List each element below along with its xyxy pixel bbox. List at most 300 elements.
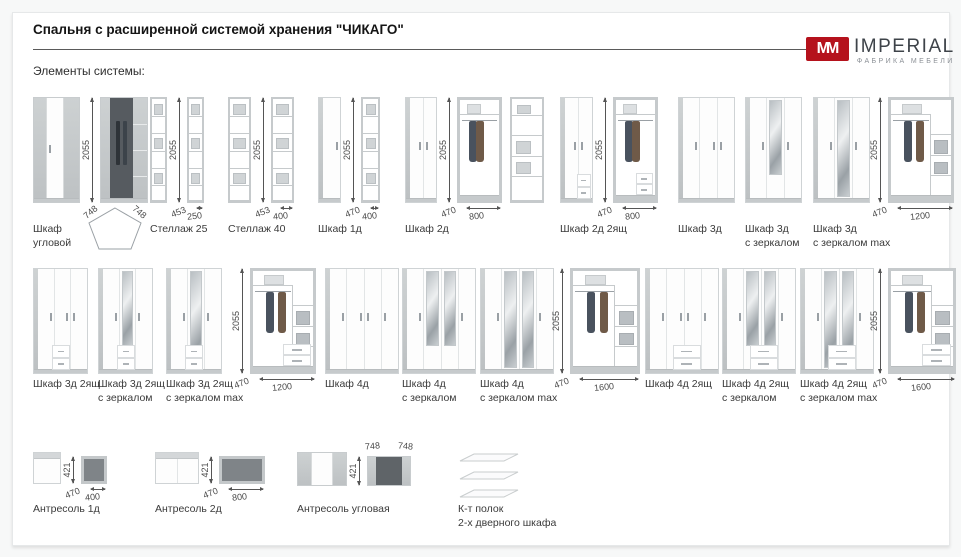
door-panel xyxy=(717,98,734,202)
shkaf-3d-open xyxy=(869,97,954,223)
dimension-arrow xyxy=(242,269,243,373)
drawer xyxy=(922,344,951,355)
height-dimension xyxy=(869,269,885,373)
drawer-front xyxy=(828,345,856,370)
wardrobe-open-view xyxy=(613,97,658,203)
mirror-panel xyxy=(122,271,134,346)
door-panels xyxy=(34,459,60,483)
coat-silhouette xyxy=(123,121,127,165)
view-holder xyxy=(594,97,658,222)
item-label-line: Антресоль 1д xyxy=(33,503,100,515)
shelf-line xyxy=(152,185,165,186)
shelf-column xyxy=(930,114,951,196)
plinth xyxy=(616,195,655,199)
wardrobe-front-view xyxy=(405,97,437,203)
door-panels xyxy=(330,269,398,373)
item-views xyxy=(869,97,954,223)
shelf-line xyxy=(512,135,542,136)
shelf-item xyxy=(934,140,948,153)
view-holder xyxy=(869,97,954,223)
imperial-logo-name: IMPERIAL xyxy=(854,36,955,57)
storage-box xyxy=(902,104,922,114)
shelf-item xyxy=(276,138,288,149)
shelf-item xyxy=(191,138,200,149)
shelf-item xyxy=(154,138,163,149)
shelf-line xyxy=(512,156,542,157)
item-views xyxy=(98,268,153,374)
shelf-item xyxy=(296,311,310,324)
height-dimension xyxy=(551,269,567,373)
depth-dimension: 470 xyxy=(63,485,82,501)
item-label-line: К-т полок xyxy=(458,503,504,515)
shelf-line xyxy=(230,185,249,186)
shelf-line xyxy=(273,133,292,134)
wardrobe-front-view xyxy=(813,97,870,203)
plinth xyxy=(481,369,553,373)
shkaf-1d xyxy=(318,97,380,235)
title-rule xyxy=(33,49,809,50)
antresol-open-view xyxy=(219,456,265,484)
item-label-line: Шкаф 3д 2ящ xyxy=(166,378,233,390)
plinth xyxy=(326,369,398,373)
depth-dimension: 470 xyxy=(870,375,889,391)
storage-box xyxy=(902,275,923,285)
coat-silhouette xyxy=(600,292,608,334)
shelf-line xyxy=(230,151,249,152)
door-handle xyxy=(781,313,783,321)
shelf-line xyxy=(931,175,951,176)
item-label-line: Шкаф 4д xyxy=(480,378,524,390)
door-panel xyxy=(311,453,333,485)
coat-silhouette xyxy=(476,121,484,163)
view-holder xyxy=(318,97,341,203)
item-views xyxy=(231,268,316,394)
section-subtitle: Элементы системы: xyxy=(33,64,145,78)
shelf-line xyxy=(152,151,165,152)
view-holder xyxy=(228,97,251,203)
item-label xyxy=(405,222,449,236)
wardrobe-front-view xyxy=(722,268,796,374)
item-views xyxy=(325,268,399,374)
door-handle xyxy=(50,313,52,321)
door-handle xyxy=(713,142,715,150)
shelf-line xyxy=(615,305,637,306)
item-label xyxy=(325,377,369,391)
item-label-line: Шкаф 3д 2ящ xyxy=(98,378,165,390)
door-handle xyxy=(720,142,722,150)
shelf-rack-view xyxy=(228,97,251,203)
depth-dimension: 470 xyxy=(201,485,220,501)
antresol-1d xyxy=(33,452,107,515)
item-label-line: Шкаф 3д xyxy=(813,223,857,235)
door-handle xyxy=(855,142,857,150)
antresol-2d xyxy=(155,452,265,515)
shelf-line xyxy=(189,151,202,152)
shelf-rack-view xyxy=(187,97,204,203)
coat-silhouette xyxy=(625,121,633,163)
width-dimension: 400 xyxy=(84,491,101,503)
shkaf-4d-zerkalo xyxy=(402,268,476,404)
mirror-panel xyxy=(504,271,516,368)
wardrobe-front-view xyxy=(166,268,222,374)
door-panel xyxy=(458,269,475,373)
dimension-arrow xyxy=(623,208,656,209)
dimension-arrow xyxy=(562,269,563,373)
carcass-side xyxy=(368,457,376,485)
shelf-line xyxy=(363,116,378,117)
drawer xyxy=(636,173,654,184)
view-holder xyxy=(297,452,347,486)
plinth xyxy=(891,195,951,199)
dimension-arrow xyxy=(449,98,450,202)
item-views xyxy=(150,97,204,222)
wardrobe-open-view xyxy=(250,268,316,374)
shelf-line xyxy=(363,133,378,134)
dimension-arrow xyxy=(73,457,74,483)
view-holder xyxy=(551,268,640,394)
dimension-value: 421 xyxy=(200,462,210,478)
shelf-line xyxy=(133,124,147,125)
view-holder xyxy=(33,452,61,484)
width-dimension: 800 xyxy=(231,491,248,503)
door-handle xyxy=(49,145,51,153)
item-label xyxy=(166,377,243,405)
plinth xyxy=(319,198,340,202)
coat-silhouette xyxy=(266,292,274,334)
door-handle xyxy=(336,142,338,150)
shelf-line xyxy=(189,133,202,134)
view-holder xyxy=(155,452,199,484)
door-handle xyxy=(419,142,421,150)
bottom-dimensions xyxy=(234,374,318,394)
door-handle xyxy=(419,313,421,321)
mirror-panel xyxy=(746,271,758,346)
dimension-arrow xyxy=(605,98,606,202)
depth-dimension: 453 xyxy=(169,204,188,220)
view-holder xyxy=(438,97,502,222)
width-dimension: 748 xyxy=(365,440,381,452)
height-dimension xyxy=(594,98,610,202)
shelf-item xyxy=(366,138,376,149)
dimension-arrow xyxy=(371,208,378,209)
mirror-panel xyxy=(764,271,776,346)
shkaf-3d-2yasch-open xyxy=(231,268,316,394)
imperial-logo xyxy=(806,37,955,65)
dimension-arrow xyxy=(467,208,500,209)
imperial-logo-text xyxy=(854,37,955,65)
shelf-line xyxy=(932,326,953,327)
open-drawers xyxy=(922,344,951,366)
door-panel xyxy=(650,269,666,373)
bottom-dimensions xyxy=(65,484,109,504)
dimension-arrow xyxy=(260,379,314,380)
door-panel xyxy=(834,98,851,202)
dimension-arrow xyxy=(880,98,881,202)
view-holder xyxy=(645,268,719,374)
item-label-line: Шкаф 2д xyxy=(405,223,449,235)
shelf-line xyxy=(152,133,165,134)
bottom-dimensions xyxy=(255,203,296,223)
plinth xyxy=(460,195,499,199)
shelf-item xyxy=(516,162,532,174)
height-dimension xyxy=(869,98,885,202)
door-handle xyxy=(367,313,369,321)
door-handle xyxy=(461,313,463,321)
shelf-line xyxy=(293,305,313,306)
shelf-line xyxy=(230,133,249,134)
wardrobe-front-view xyxy=(402,268,476,374)
shelf-line xyxy=(152,168,165,169)
door-handle xyxy=(539,313,541,321)
drawer-front xyxy=(117,345,135,370)
shelf-item xyxy=(516,141,532,153)
item-label-line: Шкаф 4д 2ящ xyxy=(645,378,712,390)
carcass-side xyxy=(64,98,79,202)
drawer xyxy=(750,345,778,357)
bottom-dimensions xyxy=(554,374,642,394)
door-handle xyxy=(704,313,706,321)
mirror-panel xyxy=(837,100,849,197)
wardrobe-open-view xyxy=(888,97,954,203)
corner-antresol-front-view xyxy=(297,452,347,486)
item-views xyxy=(33,268,88,374)
dimension-arrow xyxy=(353,98,354,202)
shelf-item xyxy=(934,162,948,175)
door-handle xyxy=(360,313,362,321)
wardrobe-front-view xyxy=(678,97,735,203)
carcass-side xyxy=(402,457,410,485)
item-label-line: с зеркалом xyxy=(402,392,457,404)
door-handle xyxy=(739,313,741,321)
shelf-line xyxy=(230,116,249,117)
view-holder xyxy=(510,97,544,203)
view-holder xyxy=(325,268,399,374)
shelf-line xyxy=(512,115,542,116)
door-handle xyxy=(138,313,140,321)
view-holder xyxy=(745,97,802,203)
shelf-rack-view xyxy=(150,97,167,203)
shelf-item xyxy=(517,105,531,114)
item-label-line: Шкаф 3д xyxy=(678,223,722,235)
width-dimension: 748 xyxy=(81,203,100,221)
door-panels xyxy=(750,98,801,202)
door-handle xyxy=(342,313,344,321)
dimension-value: 2055 xyxy=(231,310,241,332)
shelf-item xyxy=(619,311,634,324)
depth-dimension: 453 xyxy=(253,204,272,220)
shelf-item xyxy=(233,173,245,184)
view-holder xyxy=(200,456,265,503)
width-dimension: 1200 xyxy=(909,209,931,223)
shkaf-3d xyxy=(678,97,735,235)
plinth xyxy=(679,198,734,202)
page-title: Спальня с расширенной системой хранения "ЧИКАГО" xyxy=(33,22,404,37)
depth-dimension: 470 xyxy=(343,204,362,220)
shelf-item xyxy=(154,173,163,184)
dimension-value: 2055 xyxy=(869,310,879,332)
depth-dimension: 470 xyxy=(439,204,458,220)
coat-silhouette xyxy=(904,121,912,163)
item-label-line: 2-х дверного шкафа xyxy=(458,517,557,529)
door-panel xyxy=(750,98,766,202)
shelf-item xyxy=(191,173,200,184)
dimension-arrow xyxy=(281,208,292,209)
shkaf-uglovoy xyxy=(33,97,149,249)
height-dimension xyxy=(231,269,247,373)
item-label xyxy=(560,222,627,236)
height-dimension xyxy=(168,98,184,202)
item-label-line: Шкаф 4д xyxy=(402,378,446,390)
item-label xyxy=(458,502,556,530)
item-label-line: Антресоль угловая xyxy=(297,503,390,515)
item-label-line: Шкаф 1д xyxy=(318,223,362,235)
shelf-line xyxy=(615,346,637,347)
drawer xyxy=(185,358,203,370)
door-panels xyxy=(683,98,734,202)
wardrobe-open-view xyxy=(457,97,502,203)
drawer-front xyxy=(750,345,778,370)
top-shelf xyxy=(460,114,499,115)
door-handle xyxy=(695,142,697,150)
door-panel xyxy=(519,269,536,373)
view-holder xyxy=(813,97,870,203)
drawer-front xyxy=(185,345,203,370)
door-panel xyxy=(70,269,87,373)
storage-box xyxy=(264,275,284,285)
item-label-line: Шкаф 3д 2ящ xyxy=(33,378,100,390)
door-panel xyxy=(135,269,152,373)
footprint-diagram xyxy=(81,203,149,251)
door-handle xyxy=(581,142,583,150)
door-handle xyxy=(817,313,819,321)
shkaf-4d-2yasch xyxy=(645,268,719,390)
door-handle xyxy=(662,313,664,321)
corner-antresol-open-view xyxy=(367,456,411,486)
item-views xyxy=(551,268,640,394)
dimension-arrow xyxy=(263,98,264,202)
view-holder xyxy=(98,268,153,374)
shkaf-4d-2yasch-zerkalo-max xyxy=(800,268,878,404)
view-holder xyxy=(33,268,88,374)
view-holder xyxy=(33,97,80,203)
item-views xyxy=(745,97,802,203)
wardrobe-front-view xyxy=(560,97,593,203)
shelf-item xyxy=(233,138,245,149)
open-drawers xyxy=(636,173,654,195)
door-panel xyxy=(818,98,834,202)
plinth xyxy=(746,198,801,202)
corner-wardrobe-open-view xyxy=(100,97,148,203)
shelf-line xyxy=(189,168,202,169)
item-views xyxy=(318,97,380,222)
antresol-front-view xyxy=(33,452,61,484)
shelf-line xyxy=(189,185,202,186)
drawer xyxy=(636,184,654,195)
shelf-column xyxy=(614,285,637,367)
imperial-logo-tagline: ФАБРИКА МЕБЕЛИ xyxy=(856,58,955,65)
dimension-arrow xyxy=(92,98,93,202)
door-handle xyxy=(497,313,499,321)
door-panel xyxy=(699,98,716,202)
shelf-item xyxy=(935,311,950,324)
view-holder xyxy=(722,268,796,374)
shelf-line xyxy=(363,151,378,152)
door-panel xyxy=(46,98,64,202)
item-label xyxy=(722,377,789,405)
kt-polok xyxy=(458,452,557,529)
dimension-arrow xyxy=(179,98,180,202)
view-holder xyxy=(231,268,316,394)
door-handle xyxy=(207,313,209,321)
width-dimension: 800 xyxy=(624,210,641,222)
shelf-item xyxy=(366,104,376,115)
view-holder xyxy=(62,456,107,503)
depth-dimension: 470 xyxy=(552,375,571,391)
wardrobe-front-view xyxy=(318,97,341,203)
antresol-uglovaya xyxy=(297,440,413,515)
drawer-front xyxy=(52,345,70,370)
shkaf-2d-2yasch xyxy=(560,97,658,235)
door-panel xyxy=(778,269,795,373)
height-dimension xyxy=(252,98,268,202)
shelf-line xyxy=(273,168,292,169)
wardrobe-front-view xyxy=(645,268,719,374)
coat-silhouette xyxy=(469,121,477,163)
top-shelf xyxy=(616,114,655,115)
dimension-value: 421 xyxy=(348,463,358,479)
mirror-panel xyxy=(426,271,438,346)
view-holder xyxy=(869,268,956,394)
door-handle xyxy=(426,142,428,150)
shelf-rack-view xyxy=(271,97,294,203)
drawer xyxy=(117,358,135,370)
drawer xyxy=(52,358,70,370)
coat-silhouette xyxy=(917,292,925,334)
drawer-front xyxy=(577,174,592,199)
coat-silhouette xyxy=(916,121,924,163)
item-label-line: угловой xyxy=(33,237,72,249)
open-drawers xyxy=(283,344,311,366)
width-dimension: 250 xyxy=(186,210,203,222)
item-label xyxy=(402,377,457,405)
coat-silhouette xyxy=(632,121,640,163)
view-holder xyxy=(81,97,148,203)
view-holder xyxy=(405,97,437,203)
dimension-arrow xyxy=(91,489,105,490)
shelf-item xyxy=(276,104,288,115)
item-views xyxy=(166,268,222,374)
item-label-line: Шкаф 4д 2ящ xyxy=(722,378,789,390)
dimension-arrow xyxy=(580,379,638,380)
item-label xyxy=(480,377,557,405)
item-label-line: Шкаф 4д xyxy=(325,378,369,390)
item-views xyxy=(480,268,554,374)
plinth xyxy=(253,366,313,370)
bottom-dimensions xyxy=(872,203,956,223)
door-handle xyxy=(384,313,386,321)
view-holder xyxy=(168,97,204,222)
item-views xyxy=(645,268,719,374)
drawer xyxy=(577,187,592,199)
drawer-front xyxy=(673,345,701,370)
door-panel xyxy=(407,269,423,373)
item-label-line: с зеркалом max xyxy=(813,237,891,249)
shelf-line xyxy=(363,168,378,169)
door-handle xyxy=(859,313,861,321)
antresol-front-view xyxy=(155,452,199,484)
coat-silhouette xyxy=(278,292,286,334)
bottom-dimensions xyxy=(441,203,504,223)
